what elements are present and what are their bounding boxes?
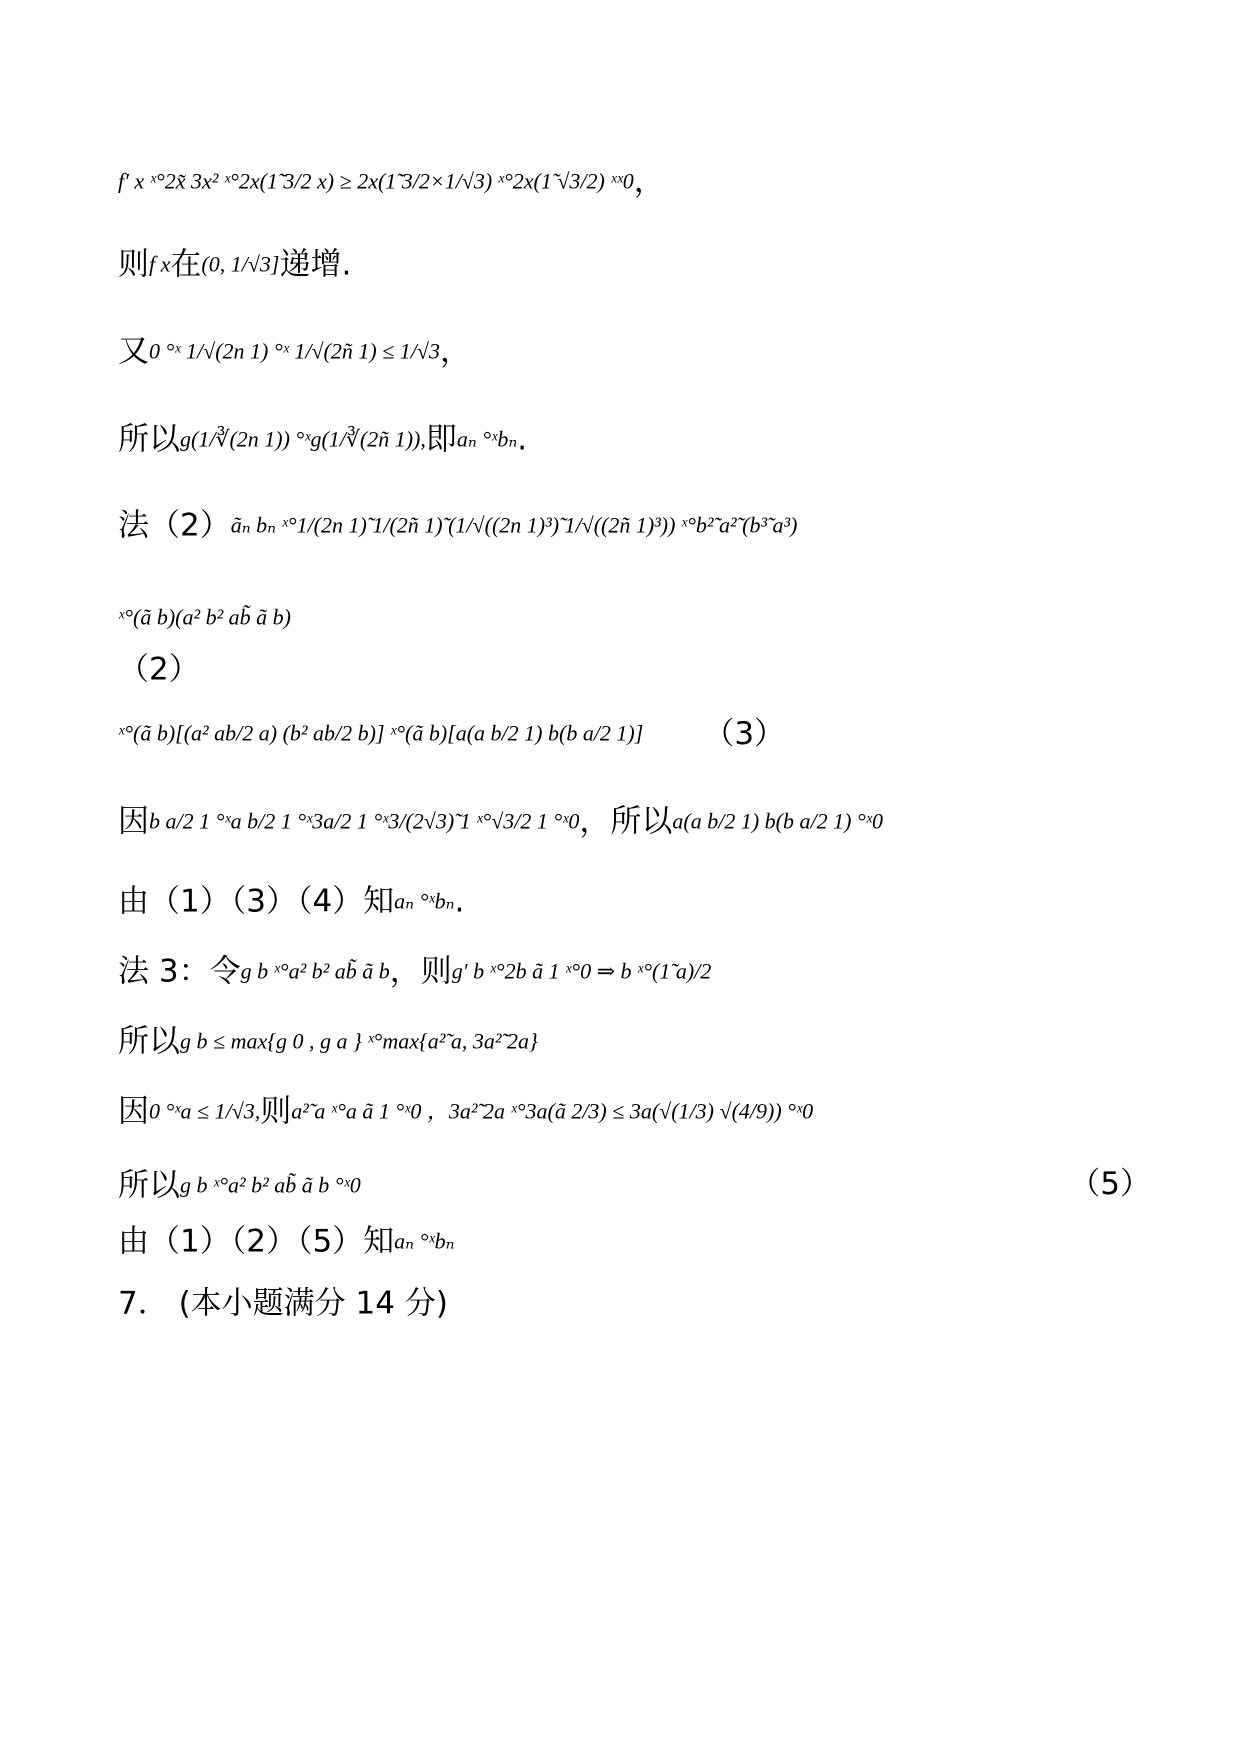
formula: f x [149,251,171,277]
line-5 [118,504,1151,546]
text-segment: ，所以 [579,803,673,840]
text-segment: 7． (本小题满分 14 分) [118,1285,448,1322]
text-segment: 则 [260,1093,292,1130]
line-13 [118,1090,1151,1132]
text-segment: 由（1）（3）（4）知 [118,883,395,920]
line-2 [118,243,1151,285]
text-segment: 因 [118,1093,149,1130]
line-7 [118,648,1151,690]
text-segment: ， [439,333,471,370]
line-6 [118,596,1151,638]
formula: 0 °ˣa ≤ 1/√3, [149,1098,261,1124]
line-4 [118,418,1151,460]
line-16 [118,1282,1151,1324]
formula: aₙ °ˣbₙ [394,888,455,914]
text-segment: （2） [118,651,200,688]
formula: ˣ°(ã b)(a² b² ab̃ ã b) [118,604,292,630]
equation-tag: （3） [703,715,786,752]
formula: g′ b ˣ°2b ã 1 ˣ°0 ⇒ b ˣ°(1̃ a)/2 [451,958,712,984]
line-3 [118,330,1151,372]
line-9 [118,800,1151,842]
formula: a(a b/2 1) b(b a/2 1) °ˣ0 [672,808,883,834]
line-12 [118,1020,1151,1062]
text-segment: 法 3：令 [118,953,241,990]
line-11 [118,950,1151,992]
text-segment: 法（2） [118,507,231,544]
text-segment: ，则 [389,953,452,990]
formula: aₙ °ˣbₙ [456,426,518,452]
formula: aₙ °ˣbₙ [394,1228,455,1254]
text-segment: 递增. [279,246,352,283]
formula: g b ≤ max{g 0 , g a } ˣ°max{a²̃ a, 3a²̃ 2a} [180,1028,538,1054]
formula: (0, 1/√3] [201,251,280,277]
text-segment: 所以 [118,1167,180,1204]
formula: 0 °ˣ 1/√(2n 1) °ˣ 1/√(2ñ 1) ≤ 1/√3 [149,338,440,364]
formula: f′ x ˣ°2x̃ 3x² ˣ°2x(1̃ 3/2 x) ≥ 2x(1̃ 3/2×1/√3) ˣ°2x(1̃ √3/2) ˣˣ0 [118,168,634,194]
line-15 [118,1220,1151,1262]
formula: g(1/∛(2n 1)) °ˣg(1/∛(2ñ 1)), [180,426,426,452]
text-segment: . [517,421,528,458]
text-segment: 又 [118,333,149,370]
formula: g b ˣ°a² b² ab̃ ã b [240,958,390,984]
text-segment: . [454,883,465,920]
text-segment: 因 [118,803,149,840]
text-segment: 由（1）（2）（5）知 [118,1223,395,1260]
text-segment: 即 [425,421,457,458]
text-segment: ， [633,163,665,200]
text-segment: 所以 [118,1023,180,1060]
formula: g b ˣ°a² b² ab̃ ã b °ˣ0 [180,1172,361,1198]
text-segment: 所以 [118,421,180,458]
formula: b a/2 1 °ˣa b/2 1 °ˣ3a/2 1 °ˣ3/(2√3)̃ 1 ˣ°√3/2 1 °ˣ0 [149,808,580,834]
line-8 [118,712,1151,754]
line-10 [118,880,1151,922]
formula: a²̃ a ˣ°a ã 1 °ˣ0 ，3a²̃ 2a ˣ°3a(ã 2/3) ≤ 3a(√(1/3) √(4/9)) °ˣ0 [291,1098,814,1124]
formula: ˣ°(ã b)[(a² ab/2 a) (b² ab/2 b)] ˣ°(ã b)[a(a b/2 1) b(b a/2 1)] [118,720,644,746]
text-segment: 则 [118,246,149,283]
line-14 [118,1164,1151,1206]
text-segment: 在 [170,246,202,283]
formula: ãₙ bₙ ˣ°1/(2n 1)̃ 1/(2ñ 1)̃ (1/√((2n 1)³)̃ 1/√((2ñ 1)³)) ˣ°b²̃ a²̃ (b³̃ a³) [230,512,798,538]
line-1 [118,160,1151,202]
equation-tag: （5） [1069,1166,1151,1202]
